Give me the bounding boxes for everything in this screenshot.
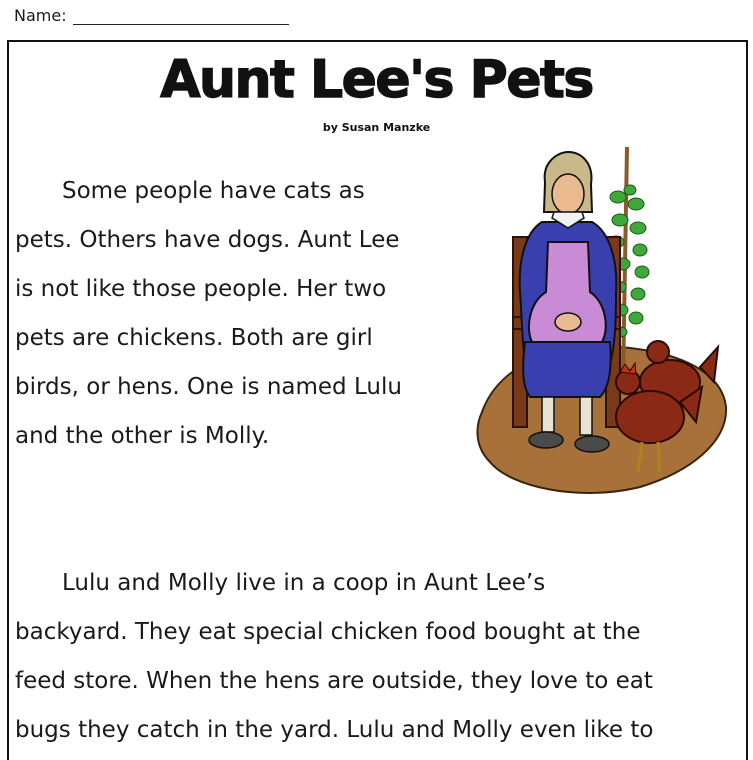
- name-field[interactable]: [14, 6, 289, 25]
- story-title: Aunt Lee's Pets: [160, 50, 593, 110]
- face: [552, 174, 584, 214]
- paragraph-line: is not like those people. Her two: [15, 276, 387, 302]
- paragraph-line: pets are chickens. Both are girl: [15, 325, 373, 351]
- paragraph-line: Lulu and Molly live in a coop in Aunt Lee’s: [62, 570, 546, 596]
- paragraph-line: and the other is Molly.: [15, 423, 270, 449]
- paragraph-line: Some people have cats as: [62, 178, 365, 204]
- right-leg: [580, 397, 592, 435]
- left-leg: [542, 397, 554, 432]
- name-label: Name:: [14, 6, 67, 25]
- aunt-lee-with-hens-illustration: [470, 142, 730, 494]
- paragraph-line: backyard. They eat special chicken food bought at the: [15, 619, 641, 645]
- paragraph-line: feed store. When the hens are outside, they love to eat: [15, 668, 653, 694]
- skirt: [523, 342, 611, 397]
- left-shoe: [529, 432, 563, 448]
- right-shoe: [575, 436, 609, 452]
- paragraph-2: [15, 559, 653, 755]
- name-blank-line[interactable]: [73, 6, 289, 25]
- paragraph-1: [15, 167, 402, 461]
- paragraph-line: pets. Others have dogs. Aunt Lee: [15, 227, 400, 253]
- paragraph-line: bugs they catch in the yard. Lulu and Molly even like to: [15, 717, 654, 743]
- story-byline: by Susan Manzke: [322, 121, 431, 134]
- paragraph-line: birds, or hens. One is named Lulu: [15, 374, 402, 400]
- hands: [555, 313, 581, 331]
